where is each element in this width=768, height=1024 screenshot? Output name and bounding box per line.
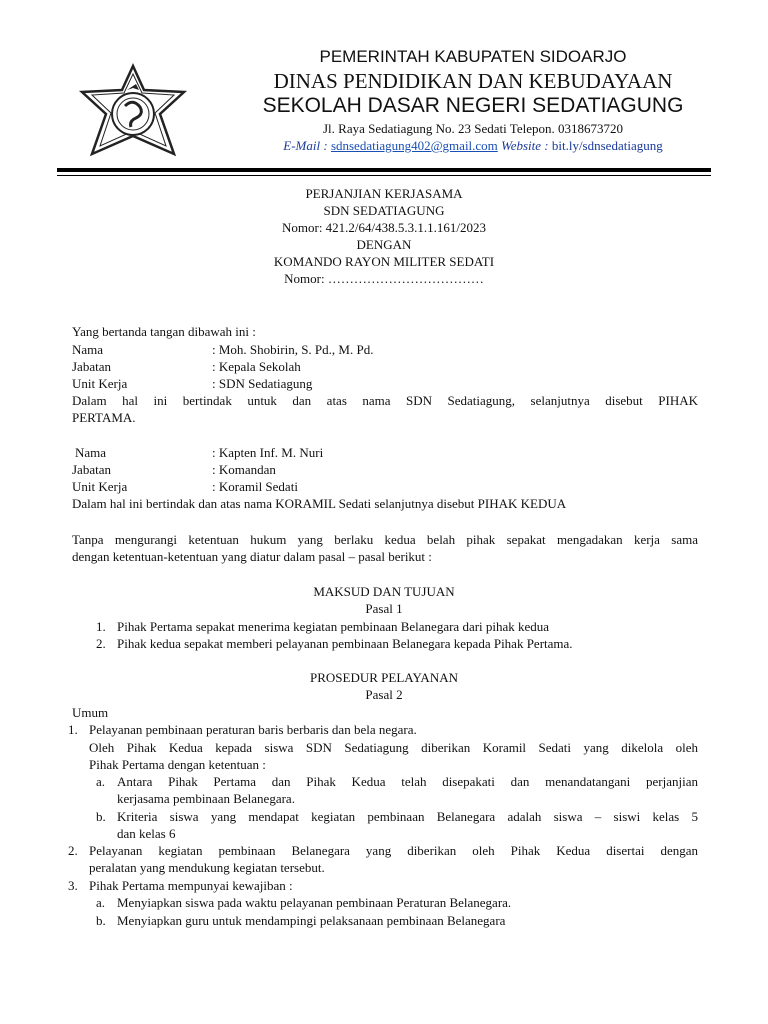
party1-name: : Moh. Shobirin, S. Pd., M. Pd. — [212, 342, 374, 357]
section2-pasal: Pasal 2 — [365, 687, 403, 702]
government-name: PEMERINTAH KABUPATEN SIDOARJO — [319, 47, 627, 66]
letterhead-rule-thick — [57, 168, 711, 172]
agreement-text: Tanpa mengurangi ketentuan hukum yang berlaku kedua belah pihak sepakat mengadakan kerja sama — [72, 532, 698, 547]
party1-position-label: Jabatan — [72, 359, 111, 374]
item2-text: Pelayanan kegiatan pembinaan Belanegara yang diberikan oleh Pihak Kedua disertai dengan — [89, 843, 698, 858]
sub-a-text-end: kerjasama pembinaan Belanegara. — [117, 791, 295, 806]
party1-name-label: Nama — [72, 342, 104, 357]
sub-b-letter: b. — [96, 809, 106, 824]
item2-number: 2. — [68, 843, 78, 858]
party1-statement: Dalam hal ini bertindak untuk dan atas nama SDN Sedatiagung, selanjutnya disebut PIHAK — [72, 393, 698, 408]
item2-text-end: peralatan yang mendukung kegiatan tersebut. — [89, 860, 325, 875]
sub-c-letter: a. — [96, 895, 106, 910]
party1-position: : Kepala Sekolah — [212, 359, 301, 374]
party1-statement-end: PERTAMA. — [72, 410, 136, 425]
party1-unit-label: Unit Kerja — [72, 376, 128, 391]
party2-name: : Kapten Inf. M. Nuri — [212, 445, 324, 460]
section1-pasal: Pasal 1 — [365, 601, 403, 616]
section1-item-number: 2. — [96, 636, 106, 651]
party2-statement: Dalam hal ini bertindak dan atas nama KORAMIL Sedati selanjutnya disebut PIHAK KEDUA — [72, 496, 567, 511]
doc-title-party1: SDN SEDATIAGUNG — [323, 203, 445, 218]
letterhead-rule-thin — [57, 175, 711, 176]
item1-text: Pelayanan pembinaan peraturan baris berbaris dan bela negara. — [89, 722, 417, 737]
agreement-text-end: dengan ketentuan-ketentuan yang diatur dalam pasal – pasal berikut : — [72, 549, 432, 564]
item3-text: Pihak Pertama mempunyai kewajiban : — [89, 878, 293, 893]
sub-b-text-end: dan kelas 6 — [117, 826, 176, 841]
email-link[interactable]: sdnsedatiagung402@gmail.com — [330, 138, 498, 153]
section2-heading: PROSEDUR PELAYANAN — [310, 670, 458, 685]
section1-item: Pihak Pertama sepakat menerima kegiatan pembinaan Belanegara dari pihak kedua — [117, 619, 550, 634]
party2-unit-label: Unit Kerja — [72, 479, 128, 494]
party1-unit: : SDN Sedatiagung — [212, 376, 313, 391]
sub-b-text: Kriteria siswa yang mendapat kegiatan pembinaan Belanegara adalah siswa – siswi kelas 5 — [117, 809, 698, 824]
website-link[interactable]: bit.ly/sdnsedatiagung — [551, 138, 663, 153]
school-name: SEKOLAH DASAR NEGERI SEDATIAGUNG — [262, 94, 684, 117]
sub-a-letter: a. — [96, 774, 106, 789]
section1-item-number: 1. — [96, 619, 106, 634]
party2-position-label: Jabatan — [72, 462, 111, 477]
email-label: E-Mail : — [283, 138, 328, 153]
school-address: Jl. Raya Sedatiagung No. 23 Sedati Telepon. 0318673720 — [323, 121, 623, 136]
emblem-icon — [78, 62, 188, 162]
department-name: DINAS PENDIDIKAN DAN KEBUDAYAAN — [273, 69, 673, 93]
sub-d-letter: b. — [96, 913, 106, 928]
website-label: Website : — [501, 138, 549, 153]
party2-name-label: Nama — [75, 445, 107, 460]
doc-number-2: Nomor: ……………………………… — [284, 271, 484, 286]
section1-item: Pihak kedua sepakat memberi pelayanan pembinaan Belanegara kepada Pihak Pertama. — [117, 636, 573, 651]
party2-position: : Komandan — [212, 462, 276, 477]
item1-number: 1. — [68, 722, 78, 737]
doc-title-with: DENGAN — [356, 237, 412, 252]
section1-heading: MAKSUD DAN TUJUAN — [313, 584, 455, 599]
item1-text-end: Pihak Pertama dengan ketentuan : — [89, 757, 266, 772]
sub-d-text: Menyiapkan guru untuk mendampingi pelaksanaan pembinaan Belanegara — [117, 913, 506, 928]
item3-number: 3. — [68, 878, 78, 893]
contact-line — [220, 137, 726, 154]
doc-title: PERJANJIAN KERJASAMA — [305, 186, 463, 201]
intro-text: Yang bertanda tangan dibawah ini : — [72, 324, 256, 339]
regency-emblem — [78, 62, 188, 162]
sub-c-text: Menyiapkan siswa pada waktu pelayanan pembinaan Peraturan Belanegara. — [117, 895, 512, 910]
doc-title-party2: KOMANDO RAYON MILITER SEDATI — [273, 254, 495, 269]
item1-text-cont: Oleh Pihak Kedua kepada siswa SDN Sedatiagung diberikan Koramil Sedati yang dikelola oleh — [89, 740, 698, 755]
party2-unit: : Koramil Sedati — [212, 479, 298, 494]
sub-a-text: Antara Pihak Pertama dan Pihak Kedua telah disepakati dan menandatangani perjanjian — [117, 774, 698, 789]
doc-number: Nomor: 421.2/64/438.5.3.1.1.161/2023 — [281, 220, 487, 235]
section2-general-label: Umum — [72, 705, 109, 720]
